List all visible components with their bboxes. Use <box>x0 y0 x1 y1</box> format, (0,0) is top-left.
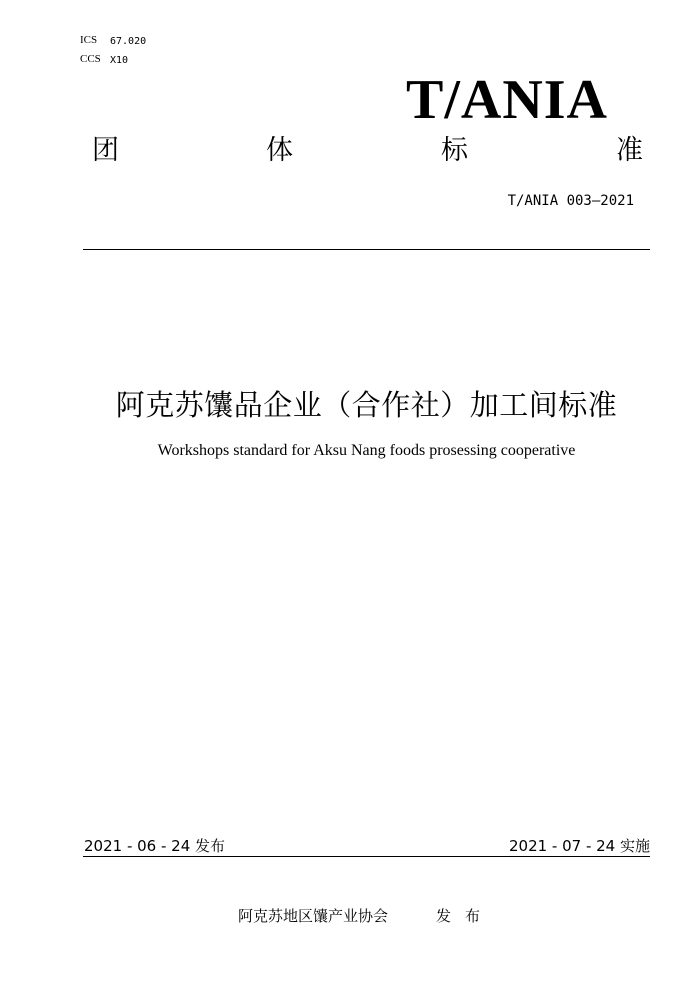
issue-date: 2021 - 06 - 24 发布 <box>84 837 226 855</box>
document-title-english: Workshops standard for Aksu Nang foods prosessing cooperative <box>157 442 576 459</box>
standard-type-char: 准 <box>616 135 643 166</box>
standard-type-char: 体 <box>266 135 293 166</box>
standard-number: T/ANIA 003—2021 <box>507 193 634 209</box>
header-divider <box>83 249 650 250</box>
footer-divider <box>83 856 650 857</box>
ics-code: 67.020 <box>110 36 147 47</box>
document-title: 阿克苏馕品企业（合作社）加工间标准 <box>115 388 618 422</box>
brand-logo-text: T/ANIA <box>405 69 608 131</box>
ccs-label: CCS <box>80 53 101 65</box>
implementation-date: 2021 - 07 - 24 实施 <box>508 837 650 855</box>
ccs-code: X10 <box>110 55 129 66</box>
standard-type-char: 团 <box>92 135 119 166</box>
publisher-name: 阿克苏地区馕产业协会 <box>238 907 389 925</box>
ics-label: ICS <box>80 34 98 46</box>
standard-type-char: 标 <box>441 135 468 166</box>
publish-label: 发布 <box>436 907 495 925</box>
